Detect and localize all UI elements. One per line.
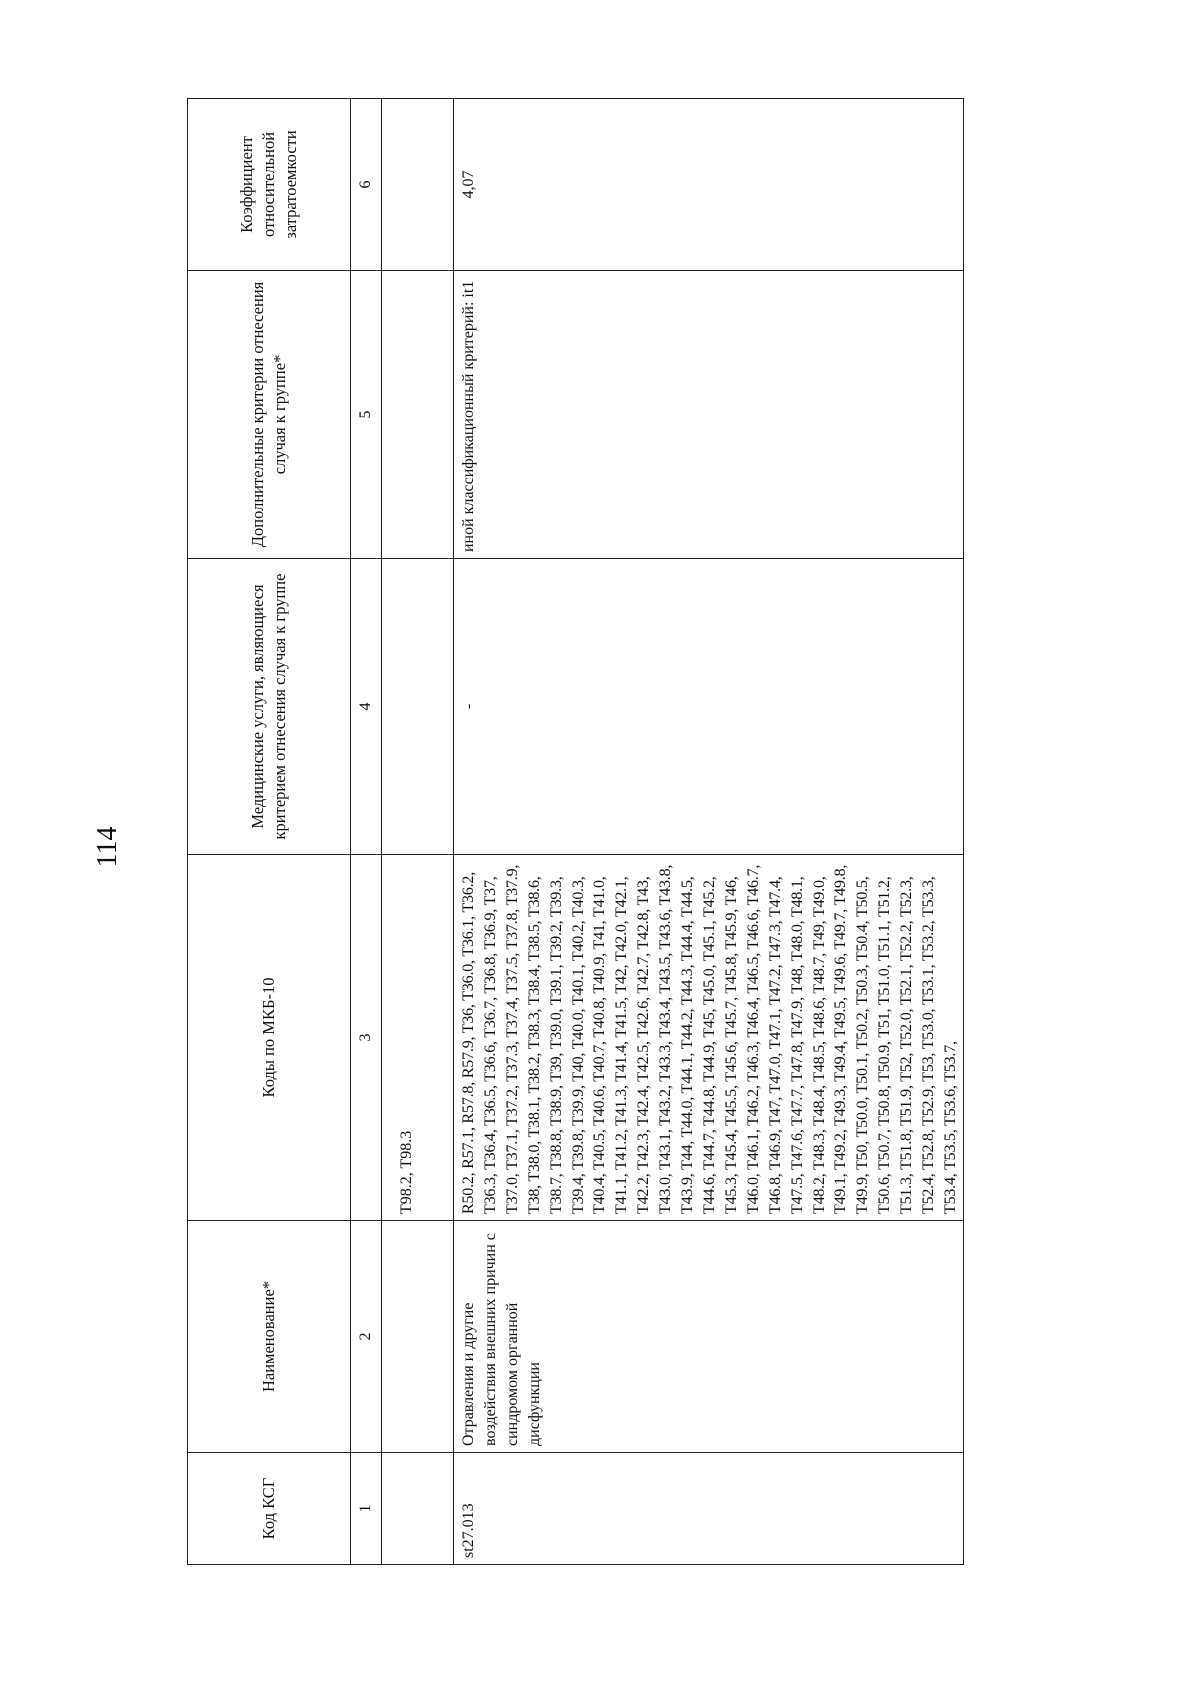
cell-criteria: [382, 271, 454, 559]
header-coefficient: Коэффициент относительной затратоемкости: [188, 99, 351, 271]
cell-icd-codes: R50.2, R57.1, R57.8, R57.9, T36, T36.0, T36.1, T36.2, T36.3, T36.4, T36.5, T36.6, T36.7, T36.8, T36.9, T37, T37.0, T37.1, T37.2, T37.3, T37.4, T37.5, T37.8, T37.9, T38, T38.0, T38.1, T38.2, T38.3, T38.4, T38.5, T38.6, T38.7, T38.8, T38.9, T39, T39.0, T39.1, T39.2, T39.3, T39.4, T39.8, T39.9, T40, T40.0, T40.1, T40.2, T40.3, T40.4, T40.5, T40.6, T40.7, T40.8, T40.9, T41, T41.0, T41.1, T41.2, T41.3, T41.4, T41.5, T42, T42.0, T42.1, T42.2, T42.3, T42.4, T42.5, T42.6, T42.7, T42.8, T43, T43.0, T43.1, T43.2, T43.3, T43.4, T43.5, T43.6, T43.8, T43.9, T44, T44.0, T44.1, T44.2, T44.3, T44.4, T44.5, T44.6, T44.7, T44.8, T44.9, T45, T45.0, T45.1, T45.2, T45.3, T45.4, T45.5, T45.6, T45.7, T45.8, T45.9, T46, T46.0, T46.1, T46.2, T46.3, T46.4, T46.5, T46.6, T46.7, T46.8, T46.9, T47, T47.0, T47.1, T47.2, T47.3, T47.4, T47.5, T47.6, T47.7, T47.8, T47.9, T48, T48.0, T48.1, T48.2, T48.3, T48.4, T48.5, T48.6, T48.7, T49, T49.0, T49.1, T49.2, T49.3, T49.4, T49.5, T49.6, T49.7, T49.8, T49.9, T50, T50.0, T50.1, T50.2, T50.3, T50.4, T50.5, T50.6, T50.7, T50.8, T50.9, T51, T51.0, T51.1, T51.2, T51.3, T51.8, T51.9, T52, T52.0, T52.1, T52.2, T52.3, T52.4, T52.8, T52.9, T53, T53.0, T53.1, T53.2, T53.3, T53.4, T53.5, T53.6, T53.7,: [454, 855, 964, 1221]
ksg-table: [187, 98, 964, 1565]
cell-ksg-code: st27.013: [454, 1453, 964, 1565]
header-medical-services: Медицинские услуги, являющиеся критерием отнесения случая к группе: [188, 559, 351, 855]
cell-coefficient: 4,07: [454, 99, 964, 271]
cell-code: [382, 1453, 454, 1565]
cell-coefficient: [382, 99, 454, 271]
cell-additional-criteria: иной классификационный критерий: it1: [454, 271, 964, 559]
cell-services: -: [454, 559, 964, 855]
column-number: 6: [351, 99, 382, 271]
column-number: 1: [351, 1453, 382, 1565]
page-number: 114: [92, 826, 123, 868]
continuation-row: [382, 99, 454, 1565]
header-additional-criteria: Дополнительные критерии отнесения случая к группе*: [188, 271, 351, 559]
header-row: [188, 99, 351, 1565]
column-number: 2: [351, 1221, 382, 1453]
column-number: 3: [351, 855, 382, 1221]
cell-icd: T98.2, T98.3: [382, 855, 454, 1221]
cell-name: [382, 1221, 454, 1453]
cell-name: Отравления и другие воздействия внешних причин с синдромом органной дисфункции: [454, 1221, 964, 1453]
cell-services: [382, 559, 454, 855]
table-row: [454, 99, 964, 1565]
column-number-row: [351, 99, 382, 1565]
column-number: 4: [351, 559, 382, 855]
header-icd-codes: Коды по МКБ-10: [188, 855, 351, 1221]
header-name: Наименование*: [188, 1221, 351, 1453]
column-number: 5: [351, 271, 382, 559]
header-ksg-code: Код КСГ: [188, 1453, 351, 1565]
